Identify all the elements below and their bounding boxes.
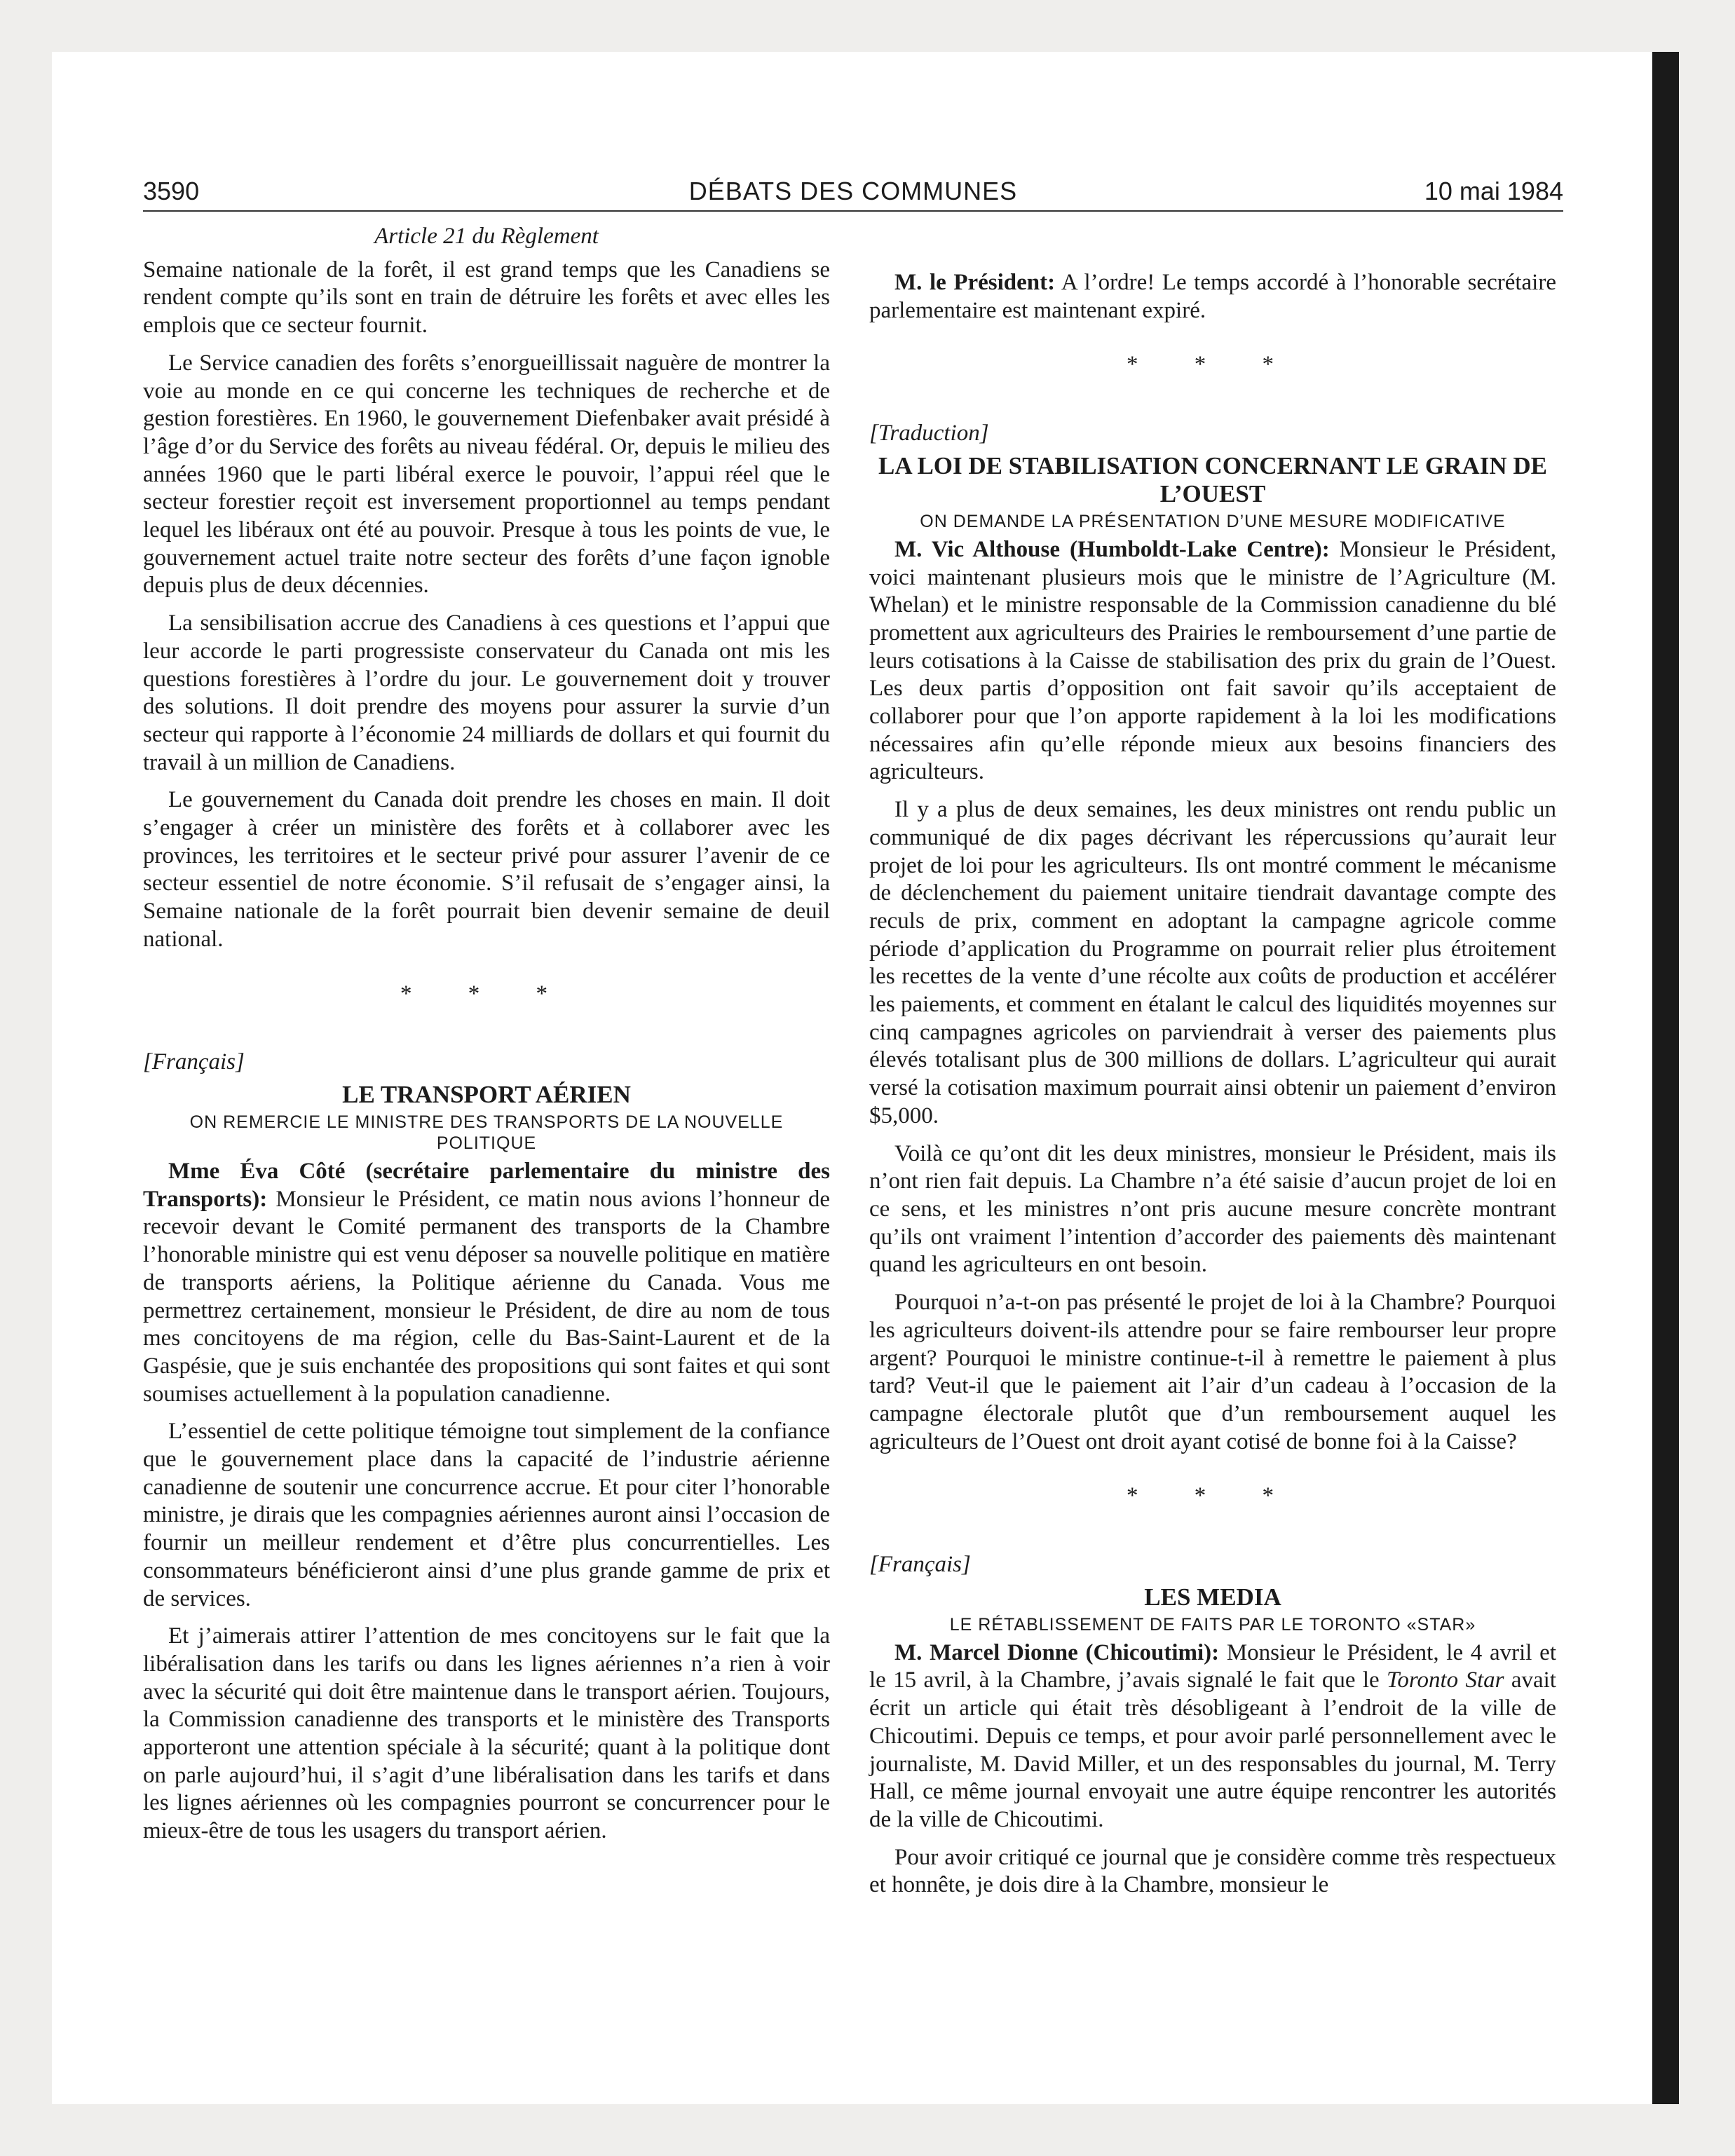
section-separator: * * *	[400, 981, 573, 1007]
speech-text: A l’ordre! Le temps accordé à l’honorable secrétaire parlementaire est maintenant expiré.	[869, 270, 1556, 323]
paragraph: Il y a plus de deux semaines, les deux ministres ont rendu public un communiqué de dix pages décrivant les répercussions qu’aurait leur projet de loi pour les agriculteurs. Ils ont montré comment le mécanisme de déclenchement du paiement unitaire tiendrait davantage compte des reculs de prix, comment en adoptant la campagne agricole comme période d’application du Programme on pourrait relier plus étroitement les recettes de la vente d’une récolte aux coûts de production et accélérer les paiements, et comment en étalant le calcul des liquidités moyennes sur cinq campagnes agricoles on parviendrait à verser des paiements plus élevés totalisant plus de 300 millions de dollars. L’agriculteur qui aurait versé la cotisation maximum pourrait ainsi obtenir un paiement d’environ $5,000.	[869, 797, 1556, 1128]
paragraph: Pourquoi n’a-t-on pas présenté le projet de loi à la Chambre? Pourquoi les agriculteurs doivent-ils attendre pour se faire rembourser leur propre argent? Pourquoi le ministre continue-t-il à remettre le paiement à plus tard? Veut-il que le paiement ait l’air d’un cadeau à l’occasion de la campagne électorale plutôt que d’un remboursement auquel les agriculteurs de l’Ouest ont droit ayant cotisé de bonne foi à la Caisse?	[869, 1290, 1556, 1454]
paragraph	[143, 1158, 830, 1408]
paragraph: Semaine nationale de la forêt, il est grand temps que les Canadiens se rendent compte qu’ils sont en train de détruire les forêts et avec elles les emplois que ce secteur fournit.	[143, 257, 830, 339]
language-tag: [Français]	[143, 1049, 245, 1075]
right-column	[869, 223, 1556, 1909]
page-number: 3590	[143, 177, 200, 205]
issue-date: 10 mai 1984	[1424, 177, 1563, 205]
newspaper-name: Toronto Star	[1387, 1667, 1504, 1693]
paragraph: Pour avoir critiqué ce journal que je considère comme très respectueux et honnête, je dois dire à la Chambre, monsieur le	[869, 1844, 1556, 1898]
section-separator: * * *	[1127, 352, 1299, 378]
speaker-name: Mme Éva Côté (secrétaire parlementaire du ministre des Transports):	[143, 1158, 830, 1212]
speech-text: Monsieur le Président, le 4 avril et le 15 avril, à la Chambre, j’avais signalé le fait que le	[869, 1639, 1556, 1693]
section-rubric: Article 21 du Règlement	[374, 224, 599, 249]
journal-title: DÉBATS DES COMMUNES	[688, 177, 1018, 205]
section-subtitle: LE RÉTABLISSEMENT DE FAITS PAR LE TORONTO «STAR»	[949, 1614, 1476, 1635]
section-subtitle: ON DEMANDE LA PRÉSENTATION D’UNE MESURE MODIFICATIVE	[920, 511, 1506, 531]
paragraph: Le Service canadien des forêts s’enorgueillissait naguère de montrer la voie au monde en ce qui concerne les techniques de recherche et de gestion forestières. En 1960, le gouvernement Diefenbaker avait présidé à l’âge d’or du Service des forêts au niveau fédéral. Or, depuis le milieu des années 1960 que le parti libéral exerce le pouvoir, l’appui réel que le secteur forestier reçoit est inversement proportionnel au temps pendant lequel les libéraux ont été au pouvoir. Presque à tous les points de vue, le gouvernement actuel traite notre secteur des forêts d’une façon ignoble depuis plus de deux décennies.	[143, 350, 830, 599]
page-header	[143, 171, 1563, 212]
section-title: LE TRANSPORT AÉRIEN	[342, 1080, 631, 1108]
speech-text: Monsieur le Président, voici maintenant plusieurs mois que le ministre de l’Agriculture (M. Whelan) et le ministre responsable de la Commission canadienne du blé promettent aux agriculteurs des Prairies le remboursement d’une partie de leurs cotisations à la Caisse de stabilisation des prix du grain de l’Ouest. Les deux partis d’opposition ont fait savoir qu’ils acceptaient de collaborer pour que l’on apporte rapidement à la loi les modifications nécessaires afin qu’elle réponde mieux aux besoins financiers des agriculteurs.	[869, 536, 1556, 785]
speech-text: Monsieur le Président, ce matin nous avions l’honneur de recevoir devant le Comité permanent des transports de la Chambre l’honorable ministre qui est venu déposer sa nouvelle politique en matière de transports aériens, la Politique aérienne du Canada. Vous me permettrez certainement, monsieur le Président, de dire au nom de tous mes concitoyens de ma région, celle du Bas-Saint-Laurent et de la Gaspésie, que je suis enchantée des propositions qui sont faites et qui sont soumises actuellement à la population canadienne.	[143, 1186, 830, 1407]
scan-edge-bar	[1652, 52, 1679, 2104]
paragraph: L’essentiel de cette politique témoigne tout simplement de la confiance que le gouvernement place dans la capacité de l’industrie aérienne canadienne de soutenir une concurrence accrue. Et pour citer l’honorable ministre, je dirais que les compagnies aériennes auront ainsi l’occasion de fournir un meilleur rendement et d’être plus concurrentielles. Les consommateurs bénéficieront ainsi d’une plus grande gamme de prix et de services.	[143, 1419, 830, 1611]
language-tag: [Traduction]	[869, 421, 989, 446]
language-tag: [Français]	[869, 1552, 971, 1578]
speaker-name: M. Marcel Dionne (Chicoutimi):	[894, 1639, 1220, 1665]
speaker-name: M. Vic Althouse (Humboldt-Lake Centre):	[894, 536, 1330, 562]
paragraph	[869, 1639, 1556, 1834]
paragraph: Le gouvernement du Canada doit prendre les choses en main. Il doit s’engager à créer un ministère des forêts et à collaborer avec les provinces, les territoires et le secteur privé pour assurer l’avenir de ce secteur essentiel de notre économie. S’il refusait de s’engager ainsi, la Semaine nationale de la forêt pourrait bien devenir semaine de deuil national.	[143, 787, 830, 952]
paragraph: Voilà ce qu’ont dit les deux ministres, monsieur le Président, mais ils n’ont rien fait depuis. La Chambre n’a été saisie d’aucun projet de loi en ce sens, et les ministres n’ont pris aucune mesure concrète montrant qu’ils ont vraiment l’intention d’accorder des paiements dès maintenant quand les agriculteurs en ont besoin.	[869, 1140, 1556, 1278]
paragraph	[869, 269, 1556, 325]
paragraph: La sensibilisation accrue des Canadiens à ces questions et l’appui que leur accorde le parti progressiste conservateur du Canada ont mis les questions forestières à l’ordre du jour. Le gouvernement doit y trouver des solutions. Il doit prendre des moyens pour assurer la survie d’un secteur qui rapporte à l’économie 24 milliards de dollars et qui fournit du travail à un million de Canadiens.	[143, 610, 830, 775]
speech-text: avait écrit un article qui était très désobligeant à l’endroit de la ville de Chicoutimi. Depuis ce temps, et pour avoir parlé personnellement avec le journaliste, M. David Miller, et un des responsables du journal, M. Terry Hall, ce même journal envoyait une autre équipe rencontrer les autorités de la ville de Chicoutimi.	[869, 1667, 1556, 1832]
speaker-name: M. le Président:	[894, 270, 1056, 295]
left-column	[143, 223, 830, 1855]
paragraph: Et j’aimerais attirer l’attention de mes concitoyens sur le fait que la libéralisation dans les tarifs ou dans les lignes aériennes n’a rien à voir avec la sécurité qui doit être maintenue dans le transport aérien. Toujours, la Commission canadienne des transports et le ministère des Transports apporteront une attention spéciale à la sécurité; quant à la politique dont on parle aujourd’hui, il s’agit d’une libéralisation dans les tarifs et dans les lignes aériennes où les compagnies pourront se concurrencer pour le mieux-être de tous les usagers du transport aérien.	[143, 1623, 830, 1844]
section-subtitle: ON REMERCIE LE MINISTRE DES TRANSPORTS DE LA NOUVELLE POLITIQUE	[189, 1112, 784, 1153]
paragraph	[869, 536, 1556, 786]
section-title: LA LOI DE STABILISATION CONCERNANT LE GRAIN DE L’OUEST	[878, 451, 1547, 507]
section-title: LES MEDIA	[1144, 1583, 1281, 1611]
section-separator: * * *	[1127, 1483, 1299, 1509]
